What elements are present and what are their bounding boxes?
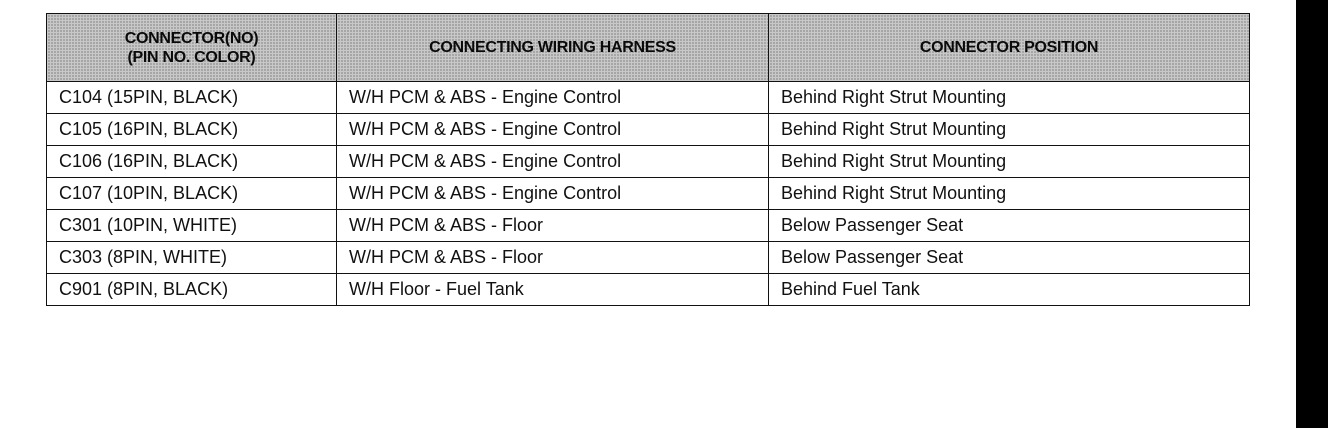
cell-harness: W/H PCM & ABS - Engine Control	[337, 146, 769, 178]
table-header-row	[47, 14, 1250, 82]
cell-harness: W/H PCM & ABS - Engine Control	[337, 178, 769, 210]
cell-position: Below Passenger Seat	[769, 210, 1250, 242]
cell-connector: C303 (8PIN, WHITE)	[47, 242, 337, 274]
cell-harness: W/H PCM & ABS - Floor	[337, 210, 769, 242]
table-row	[47, 274, 1250, 306]
header-connector-line1: CONNECTOR(NO)	[124, 29, 259, 47]
table-row	[47, 210, 1250, 242]
cell-connector: C107 (10PIN, BLACK)	[47, 178, 337, 210]
connector-table	[46, 13, 1250, 306]
header-connector-position: CONNECTOR POSITION	[769, 14, 1250, 82]
cell-harness: W/H Floor - Fuel Tank	[337, 274, 769, 306]
cell-position: Below Passenger Seat	[769, 242, 1250, 274]
cell-harness: W/H PCM & ABS - Engine Control	[337, 114, 769, 146]
header-connector-line2: (PIN NO. COLOR)	[127, 48, 256, 66]
cell-connector: C301 (10PIN, WHITE)	[47, 210, 337, 242]
table-row	[47, 178, 1250, 210]
cell-harness: W/H PCM & ABS - Floor	[337, 242, 769, 274]
header-wiring-harness: CONNECTING WIRING HARNESS	[337, 14, 769, 82]
table-row	[47, 146, 1250, 178]
cell-connector: C104 (15PIN, BLACK)	[47, 82, 337, 114]
cell-harness: W/H PCM & ABS - Engine Control	[337, 82, 769, 114]
cell-connector: C901 (8PIN, BLACK)	[47, 274, 337, 306]
table-row	[47, 114, 1250, 146]
table-row	[47, 82, 1250, 114]
cell-connector: C105 (16PIN, BLACK)	[47, 114, 337, 146]
right-edge-bar	[1296, 0, 1328, 428]
cell-position: Behind Fuel Tank	[769, 274, 1250, 306]
cell-position: Behind Right Strut Mounting	[769, 82, 1250, 114]
cell-position: Behind Right Strut Mounting	[769, 178, 1250, 210]
cell-position: Behind Right Strut Mounting	[769, 114, 1250, 146]
cell-position: Behind Right Strut Mounting	[769, 146, 1250, 178]
header-connector	[47, 14, 337, 82]
table-row	[47, 242, 1250, 274]
cell-connector: C106 (16PIN, BLACK)	[47, 146, 337, 178]
